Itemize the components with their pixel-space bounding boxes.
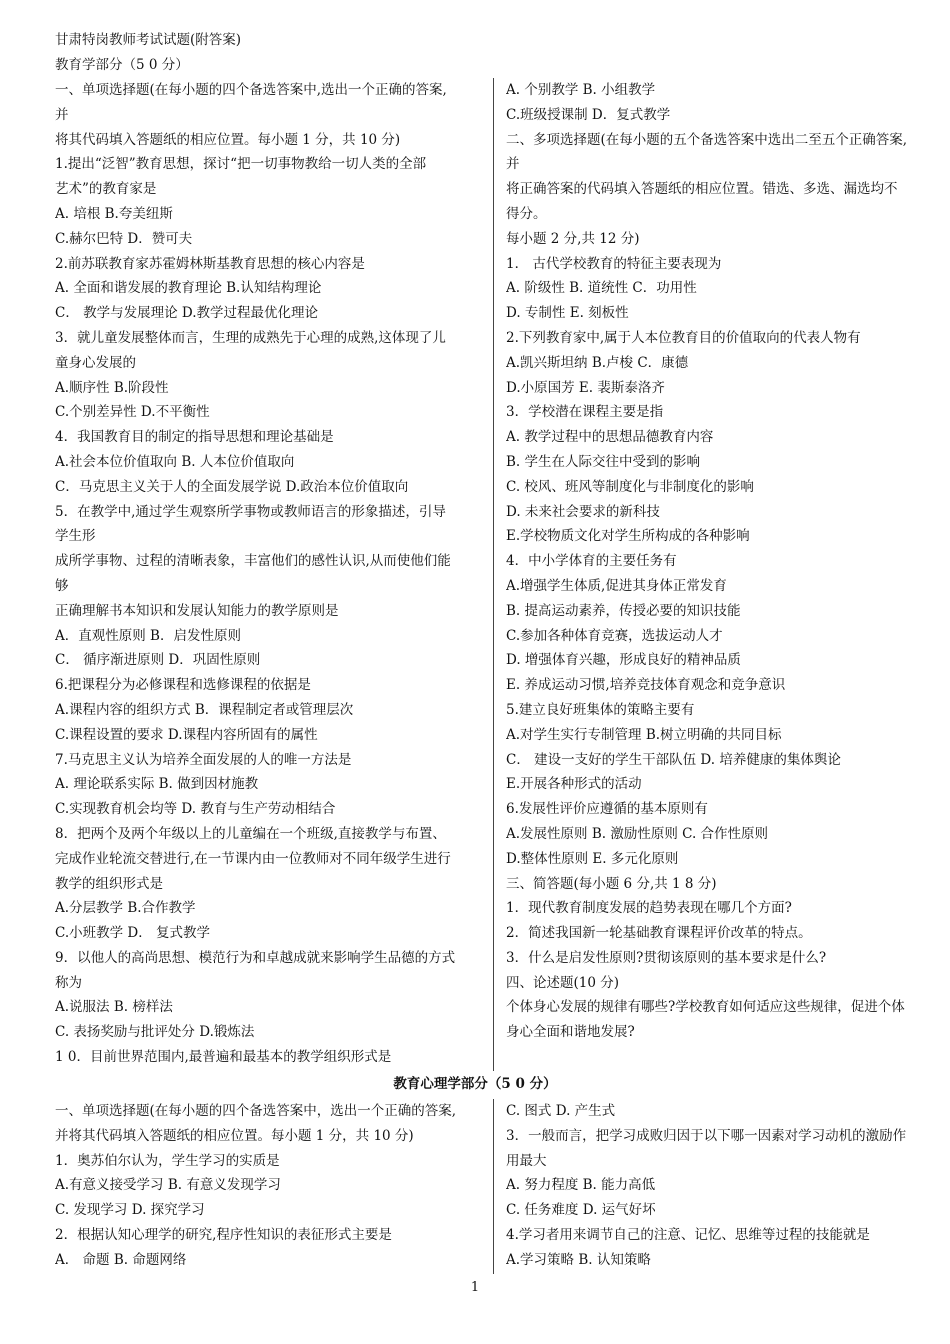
text-line: E. 养成运动习惯,培养竞技体育观念和竞争意识 (506, 677, 786, 694)
text-line: A.增强学生体质,促进其身体正常发育 (506, 577, 727, 594)
text-line: 3．什么是启发性原则?贯彻该原则的基本要求是什么? (506, 949, 827, 966)
text-line: B. 提高运动素养，传授必要的知识技能 (506, 602, 741, 619)
text-line: C. 发现学习 D. 探究学习 (55, 1202, 205, 1219)
text-line: 称为 (55, 974, 82, 991)
column-divider-part2 (493, 1099, 494, 1274)
text-line: A.发展性原则 B. 激励性原则 C. 合作性原则 (506, 825, 769, 842)
text-line: A． 命题 B. 命题网络 (55, 1251, 187, 1268)
text-line: A.学习策略 B. 认知策略 (506, 1251, 651, 1268)
text-line: D.小原国芳 E. 裴斯泰洛齐 (506, 379, 665, 396)
text-line: 2．根据认知心理学的研究,程序性知识的表征形式主要是 (55, 1226, 392, 1243)
text-line: A. 教学过程中的思想品德教育内容 (506, 429, 714, 446)
text-line: 6.发展性评价应遵循的基本原则有 (506, 801, 708, 818)
text-line: 个体身心发展的规律有哪些?学校教育如何适应这些规律，促进个体 (506, 999, 905, 1016)
text-line: D. 增强体育兴趣，形成良好的精神品质 (506, 652, 741, 669)
text-line: C.赫尔巴特 D．赞可夫 (55, 230, 193, 247)
text-line: 并将其代码填入答题纸的相应位置。每小题 1 分，共 10 分) (55, 1127, 414, 1144)
text-line: 9．以他人的高尚思想、模范行为和卓越成就来影响学生品德的方式 (55, 949, 456, 966)
text-line: 一、单项选择题(在每小题的四个备选答案中，选出一个正确的答案, (55, 1103, 457, 1119)
text-line: A．直观性原则 B．启发性原则 (55, 627, 241, 644)
text-line: A. 个别教学 B. 小组教学 (506, 82, 656, 98)
text-line: C. 任务难度 D. 运气好坏 (506, 1202, 656, 1219)
text-line: 将正确答案的代码填入答题纸的相应位置。错选、多选、漏选均不 (506, 181, 898, 198)
text-line: C． 循序渐进原则 D．巩固性原则 (55, 652, 261, 669)
text-line: 一、单项选择题(在每小题的四个备选答案中,选出一个正确的答案, (55, 82, 447, 98)
text-line: 5．在教学中,通过学生观察所学事物或教师语言的形象描述，引导 (55, 503, 446, 520)
text-line: 童身心发展的 (55, 354, 136, 371)
text-line: E.学校物质文化对学生所构成的各种影响 (506, 528, 750, 545)
part2-right-column (506, 1099, 946, 1273)
text-line: A.分层教学 B.合作教学 (55, 900, 196, 917)
text-line: 2.下列教育家中,属于人本位教育目的价值取向的代表人物有 (506, 329, 861, 346)
text-line: 8．把两个及两个年级以上的儿童编在一个班级,直接教学与布置、 (55, 825, 446, 842)
text-line: 学生形 (55, 528, 96, 545)
text-line: 2.前苏联教育家苏霍姆林斯基教育思想的核心内容是 (55, 255, 365, 272)
page-number: 1 (470, 1280, 480, 1295)
text-line: 教学的组织形式是 (55, 875, 163, 892)
text-line: 得分。 (506, 205, 547, 222)
text-line: C.实现教育机会均等 D. 教育与生产劳动相结合 (55, 801, 336, 818)
document-title: 甘肃特岗教师考试试题(附答案) (55, 32, 242, 48)
text-line: 6.把课程分为必修课程和选修课程的依据是 (55, 677, 311, 694)
text-line: 5.建立良好班集体的策略主要有 (506, 701, 695, 718)
text-line: 成所学事物、过程的清晰表象，丰富他们的感性认识,从而使他们能 (55, 553, 451, 570)
text-line: C.班级授课制 D．复式教学 (506, 106, 671, 123)
text-line: C.课程设置的要求 D.课程内容所固有的属性 (55, 726, 318, 743)
text-line: C. 校风、班风等制度化与非制度化的影响 (506, 478, 754, 495)
text-line: C. 表扬奖励与批评处分 D.锻炼法 (55, 1024, 255, 1041)
part1-title: 教育学部分（5 0 分） (55, 57, 189, 73)
text-line: A.顺序性 B.阶段性 (55, 379, 169, 396)
column-divider (493, 78, 494, 1071)
text-line: 1．现代教育制度发展的趋势表现在哪几个方面? (506, 900, 792, 917)
part1-left-column (55, 78, 487, 1070)
text-line: D.整体性原则 E. 多元化原则 (506, 850, 679, 867)
text-line: 1.提出“泛智”教育思想，探讨“把一切事物教给一切人类的全部 (55, 156, 427, 173)
text-line: 完成作业轮流交替进行,在一节课内由一位教师对不同年级学生进行 (55, 850, 451, 867)
text-line: 1 0．目前世界范围内,最普遍和最基本的教学组织形式是 (55, 1049, 392, 1066)
text-line: A. 努力程度 B. 能力高低 (506, 1177, 656, 1194)
text-line: A. 全面和谐发展的教育理论 B.认知结构理论 (55, 280, 322, 297)
text-line: D. 未来社会要求的新科技 (506, 503, 660, 520)
text-line: 7.马克思主义认为培养全面发展的人的唯一方法是 (55, 751, 352, 768)
text-line: 3．就儿童发展整体而言，生理的成熟先于心理的成熟,这体现了儿 (55, 329, 446, 346)
text-line: A. 阶级性 B. 道统性 C．功用性 (506, 280, 697, 297)
text-line: 4．我国教育目的制定的指导思想和理论基础是 (55, 429, 334, 446)
text-line: 四、论述题(10 分) (506, 974, 620, 991)
part1-right-column (506, 78, 946, 1045)
text-line: A.课程内容的组织方式 B．课程制定者或管理层次 (55, 701, 354, 718)
text-line: 将其代码填入答题纸的相应位置。每小题 1 分，共 10 分) (55, 131, 401, 148)
text-line: C.小班教学 D． 复式教学 (55, 925, 211, 942)
text-line: A.有意义接受学习 B. 有意义发现学习 (55, 1177, 281, 1194)
text-line: 二、多项选择题(在每小题的五个备选答案中选出二至五个正确答案, (506, 131, 908, 148)
text-line: 4．中小学体育的主要任务有 (506, 553, 677, 570)
text-line: 身心全面和谐地发展? (506, 1024, 635, 1041)
text-line: A.对学生实行专制管理 B.树立明确的共同目标 (506, 726, 782, 743)
text-line: A.说服法 B. 榜样法 (55, 999, 173, 1016)
text-line: A.凯兴斯坦纳 B.卢梭 C．康德 (506, 354, 689, 371)
text-line: C．马克思主义关于人的全面发展学说 D.政治本位价值取向 (55, 478, 409, 495)
text-line: 艺术”的教育家是 (55, 181, 157, 198)
text-line: 每小题 2 分,共 12 分) (506, 230, 640, 247)
text-line: A. 培根 B.夸美纽斯 (55, 205, 173, 222)
text-line: E.开展各种形式的活动 (506, 776, 642, 793)
text-line: D. 专制性 E. 刻板性 (506, 305, 629, 322)
text-line: A.社会本位价值取向 B. 人本位价值取向 (55, 453, 295, 470)
text-line: 4.学习者用来调节自己的注意、记忆、思维等过程的技能就是 (506, 1226, 870, 1243)
text-line: C.参加各种体育竞赛，选拔运动人才 (506, 627, 723, 644)
part2-title: 教育心理学部分（5 0 分） (393, 1076, 557, 1092)
text-line: 2．简述我国新一轮基础教育课程评价改革的特点。 (506, 925, 812, 942)
text-line: 并 (55, 106, 69, 123)
text-line: 用最大 (506, 1152, 547, 1169)
text-line: 3．一般而言，把学习成败归因于以下哪一因素对学习动机的激励作 (506, 1127, 907, 1144)
text-line: C. 图式 D. 产生式 (506, 1103, 616, 1119)
text-line: C.个别差异性 D.不平衡性 (55, 404, 210, 421)
text-line: 并 (506, 156, 520, 173)
text-line: 三、简答题(每小题 6 分,共 1 8 分) (506, 875, 717, 892)
text-line: A. 理论联系实际 B. 做到因材施教 (55, 776, 259, 793)
text-line: 1．奥苏伯尔认为，学生学习的实质是 (55, 1152, 280, 1169)
text-line: 1． 古代学校教育的特征主要表现为 (506, 255, 722, 272)
text-line: C． 建设一支好的学生干部队伍 D. 培养健康的集体舆论 (506, 751, 841, 768)
text-line: 正确理解书本知识和发展认知能力的教学原则是 (55, 602, 339, 619)
text-line: 3．学校潜在课程主要是指 (506, 404, 664, 421)
part2-left-column (55, 1099, 487, 1273)
text-line: C． 教学与发展理论 D.教学过程最优化理论 (55, 305, 319, 322)
text-line: 够 (55, 577, 69, 594)
text-line: B. 学生在人际交往中受到的影响 (506, 453, 701, 470)
